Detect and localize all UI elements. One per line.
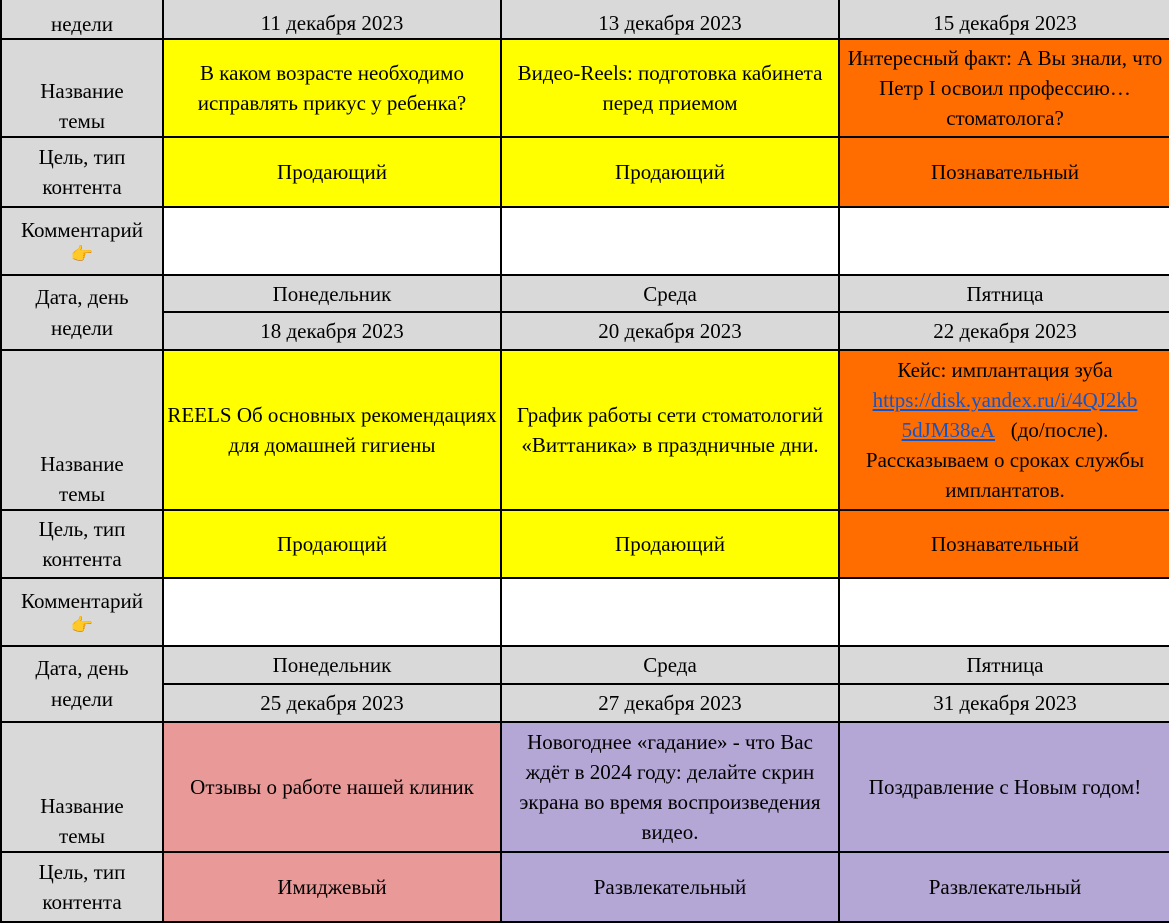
week2-topic-row: [1, 350, 1169, 510]
topic-cell-with-link[interactable]: [839, 350, 1169, 510]
weekday-cell[interactable]: Понедельник: [163, 275, 501, 312]
week1-topic-row: [1, 39, 1169, 137]
topic-label-line2: темы: [59, 482, 105, 506]
comment-label: [1, 207, 163, 275]
goal-label: [1, 510, 163, 578]
week1-date-row: [1, 0, 1169, 39]
topic-cell[interactable]: Новогоднее «гадание» - что Вас ждёт в 2024 году: делайте скрин экрана во время воспроизведения видео.: [501, 722, 839, 852]
topic-cell[interactable]: REELS Об основных рекомендациях для домашней гигиены: [163, 350, 501, 510]
topic-label-line1: Название: [40, 79, 124, 103]
date-cell[interactable]: 20 декабря 2023: [501, 312, 839, 350]
topic-cell[interactable]: Видео-Reels: подготовка кабинета перед приемом: [501, 39, 839, 137]
goal-cell[interactable]: Продающий: [501, 510, 839, 578]
week3-date-row: [1, 684, 1169, 722]
weekday-cell[interactable]: Среда: [501, 646, 839, 684]
comment-cell[interactable]: [839, 207, 1169, 275]
week3-topic-row: [1, 722, 1169, 852]
goal-cell[interactable]: Продающий: [501, 137, 839, 207]
date-cell[interactable]: 25 декабря 2023: [163, 684, 501, 722]
date-cell[interactable]: 18 декабря 2023: [163, 312, 501, 350]
date-label: [1, 275, 163, 350]
topic-cell[interactable]: Поздравление с Новым годом!: [839, 722, 1169, 852]
goal-cell[interactable]: Имиджевый: [163, 852, 501, 922]
topic-label: [1, 722, 163, 852]
week2-date-row: [1, 312, 1169, 350]
goal-cell[interactable]: Познавательный: [839, 137, 1169, 207]
topic-label: [1, 350, 163, 510]
comment-cell[interactable]: [163, 207, 501, 275]
topic-suffix: Рассказываем о сроках службы имплантатов.: [865, 448, 1145, 502]
comment-label-text: Комментарий: [21, 218, 143, 242]
date-label-line2: недели: [50, 315, 113, 340]
goal-label-line1: Цель, тип: [38, 860, 126, 884]
week2-comment-row: [1, 578, 1169, 646]
date-cell[interactable]: 27 декабря 2023: [501, 684, 839, 722]
topic-cell[interactable]: Интересный факт: А Вы знали, что Петр I освоил профессию…стоматолога?: [839, 39, 1169, 137]
topic-cell[interactable]: В каком возрасте необходимо исправлять прикус у ребенка?: [163, 39, 501, 137]
week2-day-row: [1, 275, 1169, 312]
comment-cell[interactable]: [501, 578, 839, 646]
goal-cell[interactable]: Продающий: [163, 510, 501, 578]
goal-label-line2: контента: [42, 890, 122, 914]
date-cell[interactable]: 31 декабря 2023: [839, 684, 1169, 722]
topic-prefix: Кейс: имплантация зуба: [897, 358, 1113, 382]
date-cell[interactable]: 13 декабря 2023: [501, 0, 839, 39]
goal-label-line2: контента: [42, 175, 122, 199]
topic-label-line2: темы: [59, 109, 105, 133]
pointing-hand-icon: 👉: [70, 244, 94, 264]
topic-after-link: (до/после).: [1010, 418, 1109, 442]
topic-label-line2: темы: [59, 824, 105, 848]
comment-label: [1, 578, 163, 646]
week3-goal-row: [1, 852, 1169, 922]
goal-label: [1, 137, 163, 207]
week3-day-row: [1, 646, 1169, 684]
weekday-cell[interactable]: Среда: [501, 275, 839, 312]
topic-label: [1, 39, 163, 137]
weekday-cell[interactable]: Понедельник: [163, 646, 501, 684]
weekday-cell[interactable]: Пятница: [839, 646, 1169, 684]
topic-cell[interactable]: График работы сети стоматологий «Виттаника» в праздничные дни.: [501, 350, 839, 510]
goal-label-line1: Цель, тип: [38, 517, 126, 541]
date-label: [1, 646, 163, 722]
date-label-line1: Дата, день: [35, 284, 129, 309]
date-label-line1: Дата, день: [35, 656, 129, 680]
goal-label-line2: контента: [42, 547, 122, 571]
goal-cell[interactable]: Познавательный: [839, 510, 1169, 578]
goal-label: [1, 852, 163, 922]
topic-cell[interactable]: Отзывы о работе нашей клиник: [163, 722, 501, 852]
topic-label-line1: Название: [40, 794, 124, 818]
goal-label-line1: Цель, тип: [38, 145, 126, 169]
comment-cell[interactable]: [839, 578, 1169, 646]
comment-label-text: Комментарий: [21, 589, 143, 613]
comment-cell[interactable]: [163, 578, 501, 646]
date-label: [1, 0, 163, 39]
week1-goal-row: [1, 137, 1169, 207]
goal-cell[interactable]: Развлекательный: [501, 852, 839, 922]
topic-label-line1: Название: [40, 452, 124, 476]
week1-comment-row: [1, 207, 1169, 275]
date-label-line2: недели: [50, 12, 113, 36]
week2-goal-row: [1, 510, 1169, 578]
goal-cell[interactable]: Развлекательный: [839, 852, 1169, 922]
weekday-cell[interactable]: Пятница: [839, 275, 1169, 312]
date-cell[interactable]: 11 декабря 2023: [163, 0, 501, 39]
date-cell[interactable]: 22 декабря 2023: [839, 312, 1169, 350]
link-line2: 5dJM38eA: [901, 418, 995, 442]
date-label-line2: недели: [50, 687, 113, 711]
goal-cell[interactable]: Продающий: [163, 137, 501, 207]
link-line1: https://disk.yandex.ru/i/4QJ2kb: [872, 388, 1138, 412]
comment-cell[interactable]: [501, 207, 839, 275]
date-cell[interactable]: 15 декабря 2023: [839, 0, 1169, 39]
pointing-hand-icon: 👉: [70, 615, 94, 635]
